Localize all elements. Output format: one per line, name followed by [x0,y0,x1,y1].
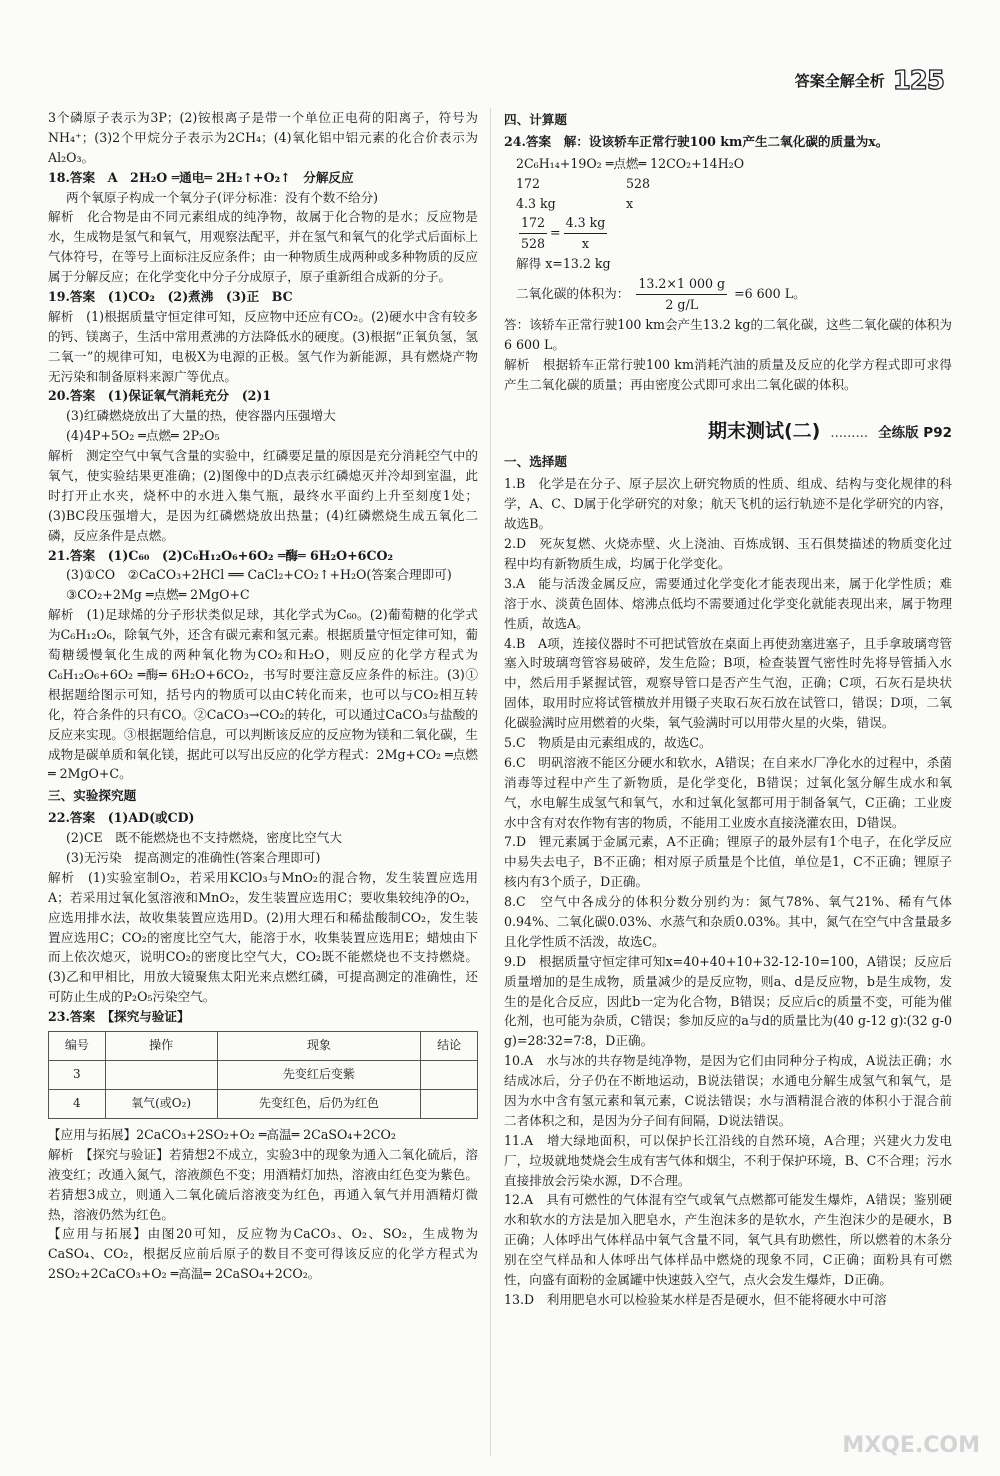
answer-8: 8.C 空气中各成分的体积分数分别约为：氮气78%、氧气21%、稀有气体0.94%、二氧化碳0.03%、水蒸气和杂质0.03%。其中，氮气在空气中含量最多且化学性质不活泼，故选C。 [504,894,952,949]
section-heading: 一、选择题 [504,454,567,470]
equation: (3)①CO ②CaCO₃+2HCl ══ CaCl₂+CO₂↑+H₂O(答案合理即可) [66,567,452,583]
question-20-analysis: 解析 测定空气中氧气含量的实验中，红磷要足量的原因是充分消耗空气中的氧气，使实验结果更准确；(2)图像中的D点表示红磷熄灭并冷却到室温，此时打开止水夹，烧杯中的水进入集气瓶，最终水平面约上升至刻度1处；(3)BC段压强增大，是因为红磷燃烧放出热量；(4)红磷燃烧生成五氧化二磷，反应条件是点燃。 [48,448,478,543]
table-cell [421,1060,478,1089]
experiment-table [48,1031,478,1119]
text: 二氧化碳的体积为： [516,286,630,302]
table-header: 结论 [421,1031,478,1060]
text: =6 600 L。 [734,286,806,302]
test-title [504,416,952,446]
left-column [48,108,478,1462]
table-cell: 先变红后变紫 [217,1060,421,1089]
calc-value: 172 [516,175,541,191]
calc-value: x [626,195,634,211]
right-column [504,108,952,1462]
numerator: 4.3 kg [564,213,608,234]
volume-line [516,274,952,315]
equation: 【应用与拓展】2CaCO₃+2SO₂+O₂ ═高温═ 2CaSO₄+2CO₂ [48,1126,396,1142]
calc-value: 4.3 kg [516,195,556,211]
answer-2: 2.D 死灰复燃、火烧赤壁、火上浇油、百炼成钢、玉石俱焚描述的物质变化过程中均有新物质生成，均属于化学变化。 [504,536,952,571]
equation: 2C₆H₁₄+19O₂ ═点燃═ 12CO₂+14H₂O [516,155,745,171]
answer-7: 7.D 锂元素属于金属元素，A不正确；锂原子的最外层有1个电子，在化学反应中易失去电子，B不正确；相对原子质量是个比值，单位是1，C不正确；锂原子核内有3个质子，D正确。 [504,834,952,890]
question-21-analysis: 解析 (1)足球烯的分子形状类似足球，其化学式为C₆₀。(2)葡萄糖的化学式为C₆H₁₂O₆，除氧气外，还含有碳元素和氢元素。根据质量守恒定律可知，葡萄糖缓慢氧化生成的两种氧化物为CO₂和H₂O，则反应的化学方程式为C₆H₁₂O₆+6O₂ ═酶═ 6H₂O+6CO₂，书写时要注意反应条件的标注。(3)①根据题给图示可知，括号内的物质可以由C转化而来，也可以与CO₂相互转化，符合条件的只有CO。②CaCO₃→CO₂的转化，可以通过CaCO₃与盐酸的反应来实现。③根据题给信息，可以判断该反应的反应物为镁和二氧化碳，生成物是碳单质和氧化镁，据此可以写出反应的化学方程式：2Mg+CO₂ ═点燃═ 2MgO+C。 [48,607,478,782]
calc-row [516,174,952,194]
question-20-answer: 20.答案 (1)保证氧气消耗充分 (2)1 [48,388,272,404]
paragraph: (3)红磷燃烧放出了大量的热，使容器内压强增大 [66,408,336,424]
answer-3: 3.A 能与活泼金属反应，需要通过化学变化才能表现出来，属于化学性质；难溶于水、淡黄色固体、熔沸点低均不需要通过化学变化就能表现出来，属于物理性质，故选A。 [504,575,952,631]
watermark: MXQE.COM [842,1433,980,1459]
table-cell [421,1089,478,1118]
question-24-answer: 24.答案 解：设该轿车正常行驶100 km产生二氧化碳的质量为x。 [504,133,889,149]
column-divider [490,108,491,1456]
answer-13: 13.D 利用肥皂水可以检验某水样是否是硬水，但不能将硬水中可溶 [504,1291,887,1307]
proportion: $\frac{172}{528}$ = $\frac{4.3 kg}{x}$ [516,213,952,254]
question-21-answer: 21.答案 (1)C₆₀ (2)C₆H₁₂O₆+6O₂ ═酶═ 6H₂O+6CO₂ [48,547,393,563]
calculation [516,154,952,315]
table-cell: 3 [49,1060,106,1089]
table-header: 操作 [105,1031,217,1060]
fraction [519,213,547,254]
answer-4: 4.B A项，连接仪器时不可把试管放在桌面上再使劲塞进塞子，且手拿玻璃弯管塞入时玻璃弯管容易破碎，发生危险；B项，检查装置气密性时先将导管插入水中，然后用手紧握试管，观察导管口是否产生气泡，正确；C项，石灰石是块状固体，取用时应将试管横放并用镊子夹取石灰石放在试管口，错误；D项，二氧化碳验满时应用燃着的火柴，氧气验满时可以用带火星的火柴，错误。 [504,635,952,731]
page-number: 125 [892,66,944,97]
section-heading: 四、计算题 [504,112,567,127]
question-19-analysis: 解析 (1)根据质量守恒定律可知，反应物中还应有CO₂。(2)硬水中含有较多的钙、镁离子，生活中常用煮沸的方法降低水的硬度。(3)根据“正氧负氢，氢二氧一”的规律可知，电极X为电源的正极。氢气作为新能源，具有燃烧产物无污染和制备原料来源广等优点。 [48,308,478,384]
section-heading: 三、实验探究题 [48,788,137,804]
paragraph: 答：该轿车正常行驶100 km会产生13.2 kg的二氧化碳，这些二氧化碳的体积为6 600 L。 [504,316,952,352]
denominator: 528 [521,236,546,252]
calc-value: 528 [626,175,651,191]
question-23-answer: 23.答案 【探究与验证】 [48,1009,190,1025]
paragraph: 【应用与拓展】由图20可知，反应物为CaCO₃、O₂、SO₂，生成物为CaSO₄、CO₂，根据反应前后原子的数目不变可得该反应的化学方程式为2SO₂+2CaCO₃+O₂ ═高温═ 2CaSO₄+2CO₂。 [48,1226,478,1282]
header-title: 答案全解全析 [794,72,885,91]
table-cell: 氧气(或O₂) [105,1089,217,1118]
table-cell [105,1060,217,1089]
equation: (4)4P+5O₂ ═点燃═ 2P₂O₅ [66,428,220,444]
denominator: 2 g/L [665,297,699,313]
table-cell: 4 [49,1089,106,1118]
question-24-analysis: 解析 根据轿车正常行驶100 km消耗汽油的质量及反应的化学方程式即可求得产生二氧化碳的质量；再由密度公式即可求出二氧化碳的体积。 [504,356,952,392]
table-header: 现象 [217,1031,421,1060]
solution: 解得 x=13.2 kg [516,256,611,272]
numerator: 172 [519,213,547,234]
question-22-answer: 22.答案 (1)AD(或CD) [48,810,195,826]
test-title-text: 期末测试(二) [707,420,821,443]
question-22-analysis: 解析 (1)实验室制O₂，若采用KClO₃与MnO₂的混合物，发生装置应选用A；若采用过氧化氢溶液和MnO₂，发生装置应选用C；要收集较纯净的O₂，应选用排水法，故收集装置应选用D。(2)用大理石和稀盐酸制CO₂，发生装置应选用C；CO₂的密度比空气大，能溶于水，收集装置应选用E；蜡烛由下而上依次熄灭，说明CO₂的密度比空气大，CO₂既不能燃烧也不支持燃烧。(3)乙和甲相比，用放大镜聚焦太阳光来点燃红磷，可提高测定的准确性，还可防止生成的P₂O₅污染空气。 [48,869,478,1005]
answer-1: 1.B 化学是在分子、原子层次上研究物质的性质、组成、结构与变化规律的科学，A、C、D属于化学研究的对象；航天飞机的运行轨迹不是化学研究的内容，故选B。 [504,476,952,532]
numerator: 13.2×1 000 g [636,274,727,295]
denominator: x [581,236,590,252]
leader-dots: ……… [830,425,869,441]
question-18-answer: 18.答案 A 2H₂O ═通电═ 2H₂↑+O₂↑ 分解反应 [48,169,354,185]
fraction [564,213,608,254]
table-row [49,1060,478,1089]
paragraph: 两个氧原子构成一个氧分子(评分标准：没有个数不给分) [66,189,379,205]
equation: ③CO₂+2Mg ═点燃═ 2MgO+C [66,587,250,603]
table-cell: 先变红色，后仍为红色 [217,1089,421,1118]
paragraph: (3)无污染 提高测定的准确性(答案合理即可) [66,849,321,865]
test-reference: 全练版 P92 [878,425,952,442]
answer-11: 11.A 增大绿地面积，可以保护长江沿线的自然环境，A合理；兴建火力发电厂，垃圾就地焚烧会生成有害气体和烟尘，不利于保护环境，B、C不合理；污水直接排放会污染水源，D不合理。 [504,1132,952,1188]
question-19-answer: 19.答案 (1)CO₂ (2)煮沸 (3)正 BC [48,289,293,305]
question-23-analysis: 解析 【探究与验证】若猜想2不成立，实验3中的现象为通入二氧化硫后，溶液变红；改通入氮气，溶液颜色不变；用酒精灯加热，溶液由红色变为紫色。若猜想3成立，则通入二氧化硫后溶液变为红色，再通入氧气并用酒精灯微热，溶液仍然为红色。 [48,1146,478,1222]
table-header: 编号 [49,1031,106,1060]
answer-12: 12.A 具有可燃性的气体混有空气或氧气点燃都可能发生爆炸，A错误；鉴别硬水和软水的方法是加入肥皂水，产生泡沫多的是软水，产生泡沫少的是硬水，B正确；人体呼出气体样品中氧气含量不同，氧气具有助燃性，所以燃着的木条分别在空气样品和人体呼出气体样品中燃烧的现象不同，C正确；面粉具有可燃性，向盛有面粉的金属罐中快速鼓入空气，点火会发生爆炸，D正确。 [504,1192,952,1287]
paragraph: 3个磷原子表示为3P；(2)铵根离子是带一个单位正电荷的阳离子，符号为NH₄⁺；(3)2个甲烷分子表示为2CH₄；(4)氧化铝中铝元素的化合价表示为Al₂O₃。 [48,110,478,165]
table-row [49,1089,478,1118]
table-header-row [49,1031,478,1060]
answer-5: 5.C 物质是由元素组成的，故选C。 [504,734,712,750]
answer-6: 6.C 明矾溶液不能区分硬水和软水，A错误；在自来水厂净化水的过程中，杀菌消毒等过程中产生了新物质，是化学变化，B错误；过氧化氢分解生成水和氧气，水电解生成氢气和氧气，水和过氧化氢都可用于制备氧气，C正确；工业废水中含有对农作物有害的物质，不能用工业废水直接浇灌农田，D错误。 [504,754,952,830]
fraction [636,274,727,315]
answer-10: 10.A 水与冰的共存物是纯净物，是因为它们由同种分子构成，A说法正确；水结成冰后，分子仍在不断地运动，B说法错误；水通电分解生成氢气和氧气，是因为水中含有氢元素和氧元素，C说法错误；水与酒精混合液的体积小于混合前二者体积之和，是因为分子间有间隔，D说法错误。 [504,1053,952,1128]
paragraph: (2)CE 既不能燃烧也不支持燃烧，密度比空气大 [66,830,342,846]
page-header [795,62,944,102]
answer-9: 9.D 根据质量守恒定律可知x=40+40+10+32-12-10=100，A错误；反应后质量增加的是生成物，质量减少的是反应物，则a、d是反应物，b是生成物，发生的是化合反应，因此b一定为化合物，B错误；反应后c的质量不变，可能为催化剂，也可能为杂质，C错误；参加反应的a与d的质量比为(40 g-12 g)∶(32 g-0 g)=28∶32=7∶8，D正确。 [504,953,952,1049]
calc-row [516,194,952,214]
question-18-analysis: 解析 化合物是由不同元素组成的纯净物，故属于化合物的是水；反应物是水，生成物是氢气和氧气，用观察法配平，并在氢气和氧气的化学式后面标上气体符号，在等号上面标注反应条件；由一种物质生成两种或多种物质的反应属于分解反应；在化学变化中分子分成原子，原子重新组合成新的分子。 [48,209,478,285]
